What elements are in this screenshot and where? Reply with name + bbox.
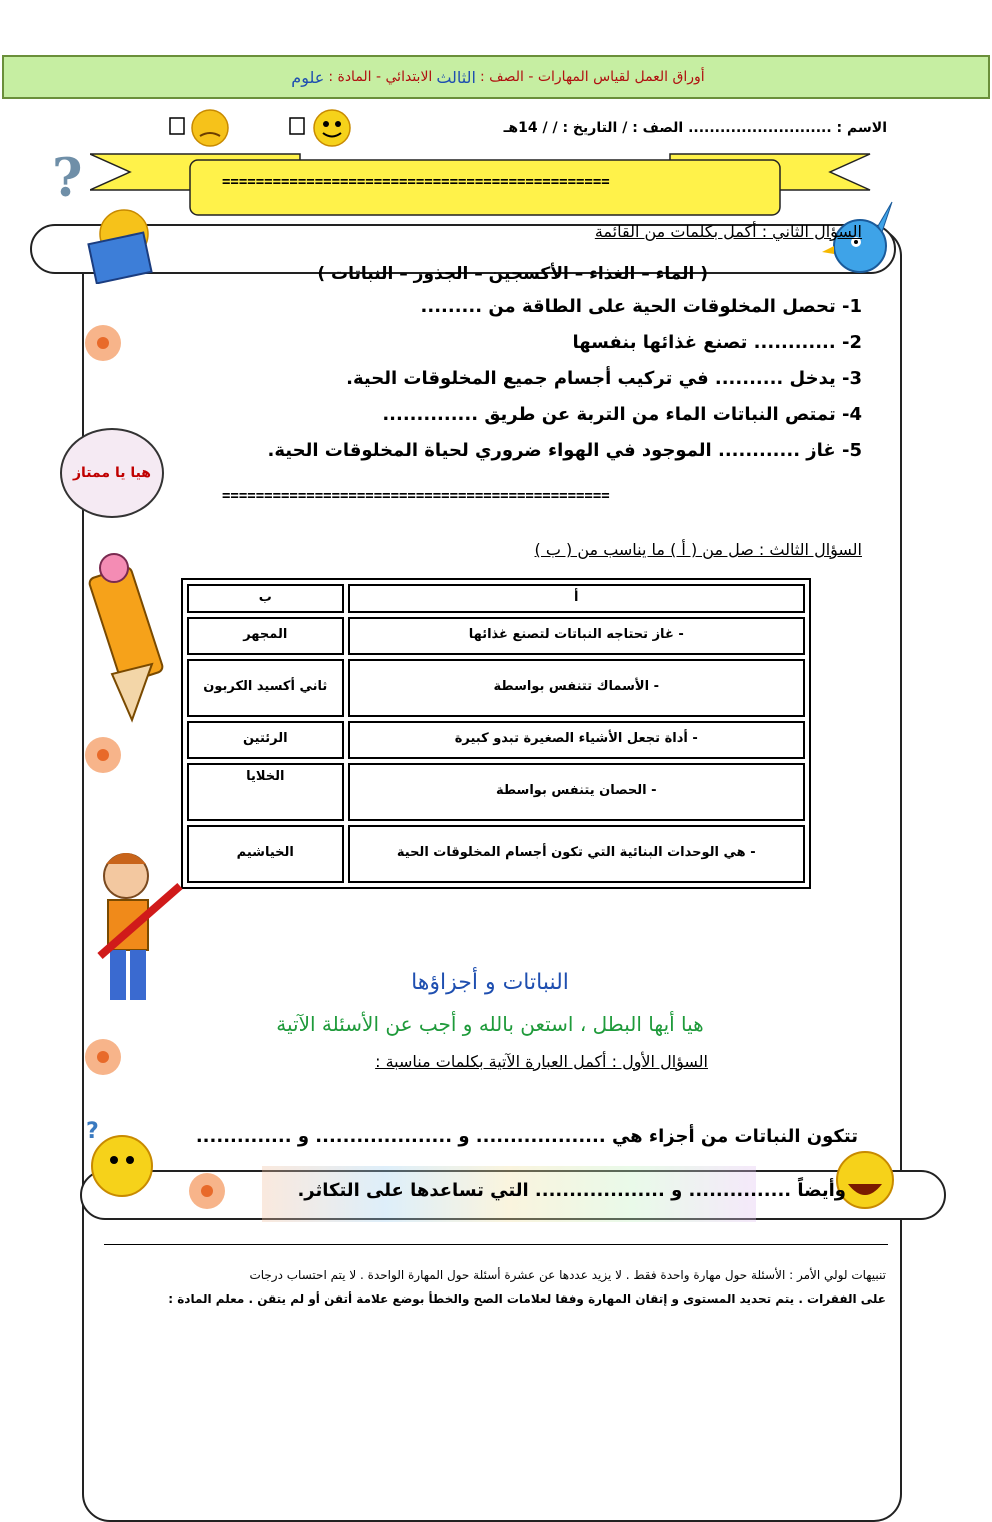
column-b-cell: الرئتين bbox=[187, 721, 344, 759]
header-prefix: أوراق العمل لقياس المهارات - الصف : bbox=[479, 69, 705, 85]
svg-text:?: ? bbox=[86, 1119, 99, 1144]
q2-item-5: 5- غاز ............ الموجود في الهواء ضروري لحياة المخلوقات الحية. bbox=[267, 440, 862, 461]
table-header-row bbox=[187, 584, 805, 613]
question-mark-icon bbox=[48, 148, 88, 208]
column-a-cell: - غاز تحتاجه النباتات لتصنع غذائها bbox=[348, 617, 805, 655]
table-row bbox=[187, 659, 805, 717]
column-b-cell: ثاني أكسيد الكربون bbox=[187, 659, 344, 717]
frown-face-icon bbox=[192, 110, 228, 146]
q1-line-2: وأيضاً ............... و ................... التي تساعدها على التكاثر. bbox=[297, 1180, 846, 1201]
matching-table bbox=[181, 578, 811, 889]
separator-1: ============================================== bbox=[222, 174, 610, 190]
column-a-cell: - هي الوحدات البنائية التي تكون أجسام المخلوقات الحية bbox=[348, 825, 805, 883]
column-a-cell: - الحصان يتنفس بواسطة bbox=[348, 763, 805, 821]
section-title: النباتات و أجزاؤها bbox=[411, 970, 569, 995]
q2-item-3: 3- يدخل .......... في تركيب أجسام جميع المخلوقات الحية. bbox=[346, 368, 862, 389]
question-3-title: السؤال الثالث : صل من ( أ ) ما يناسب من ( ب ) bbox=[534, 540, 862, 559]
table-row bbox=[187, 825, 805, 883]
separator-2: ============================================== bbox=[222, 488, 610, 504]
q2-item-4: 4- تمتص النباتات الماء من التربة عن طريق .............. bbox=[382, 404, 862, 425]
flower-icon bbox=[186, 1170, 228, 1212]
thinking-smiley-icon bbox=[84, 1116, 158, 1206]
column-a-cell: - الأسماك تتنفس بواسطة bbox=[348, 659, 805, 717]
reading-smiley-icon bbox=[82, 204, 162, 284]
column-a-cell: - أداة تجعل الأشياء الصغيرة تبدو كبيرة bbox=[348, 721, 805, 759]
svg-text:?: ? bbox=[52, 148, 83, 208]
q1-line-1: تتكون النباتات من أجزاء هي ................... و .................... و .............. bbox=[195, 1126, 858, 1147]
section-motto: هيا أيها البطل ، استعن بالله و أجب عن الأسئلة الآتية bbox=[276, 1012, 704, 1036]
rating-icons bbox=[160, 106, 360, 156]
table-row bbox=[187, 721, 805, 759]
checkbox-sad-icon bbox=[170, 118, 184, 134]
flower-icon bbox=[82, 322, 124, 364]
student-info-line: الاسم : ........................... الصف : / التاريخ : / / 14هـ bbox=[503, 120, 887, 136]
question-1-title: السؤال الأول : أكمل العبارة الآتية بكلمات مناسبة : bbox=[375, 1052, 708, 1071]
checkbox-happy-icon bbox=[290, 118, 304, 134]
q2-item-1: 1- تحصل المخلوقات الحية على الطاقة من ......... bbox=[420, 296, 862, 317]
header-middle: الابتدائي - المادة : bbox=[328, 69, 433, 85]
column-b-cell: المجهر bbox=[187, 617, 344, 655]
flower-icon bbox=[82, 734, 124, 776]
table-row bbox=[187, 763, 805, 821]
word-bank: ( الماء – الغذاء – الأكسجين – الجذور – النباتات ) bbox=[317, 264, 708, 284]
footer-divider bbox=[104, 1244, 888, 1245]
column-a-header: أ bbox=[348, 584, 805, 613]
thumbs-up-smiley-icon bbox=[314, 110, 350, 146]
footer-note-2: على الفقرات . يتم تحديد المستوى و إتقان المهارة وفقا لعلامات الصح والخطأ بوضع علامة أتقن أو لم يتقن . معلم المادة : bbox=[168, 1292, 886, 1306]
speech-bubble: هيا يا ممتاز bbox=[60, 428, 164, 518]
column-b-cell: الخلايا bbox=[187, 763, 344, 821]
header-subject: علوم bbox=[291, 67, 325, 87]
table-row bbox=[187, 617, 805, 655]
column-b-header: ب bbox=[187, 584, 344, 613]
footer-note-1: تنبيهات لولي الأمر : الأسئلة حول مهارة واحدة فقط . لا يزيد عددها عن عشرة أسئلة حول المهارة الواحدة . لا يتم احتساب درجات bbox=[249, 1268, 886, 1282]
column-b-cell: الخياشيم bbox=[187, 825, 344, 883]
header-bar bbox=[2, 55, 990, 99]
question-2-title: السؤال الثاني : أكمل بكلمات من القائمة bbox=[594, 222, 862, 241]
pencil-character-icon bbox=[60, 550, 200, 730]
header-grade: الثالث bbox=[436, 67, 476, 87]
flower-icon bbox=[82, 1036, 124, 1078]
q2-item-2: 2- ............ تصنع غذائها بنفسها bbox=[572, 332, 862, 353]
